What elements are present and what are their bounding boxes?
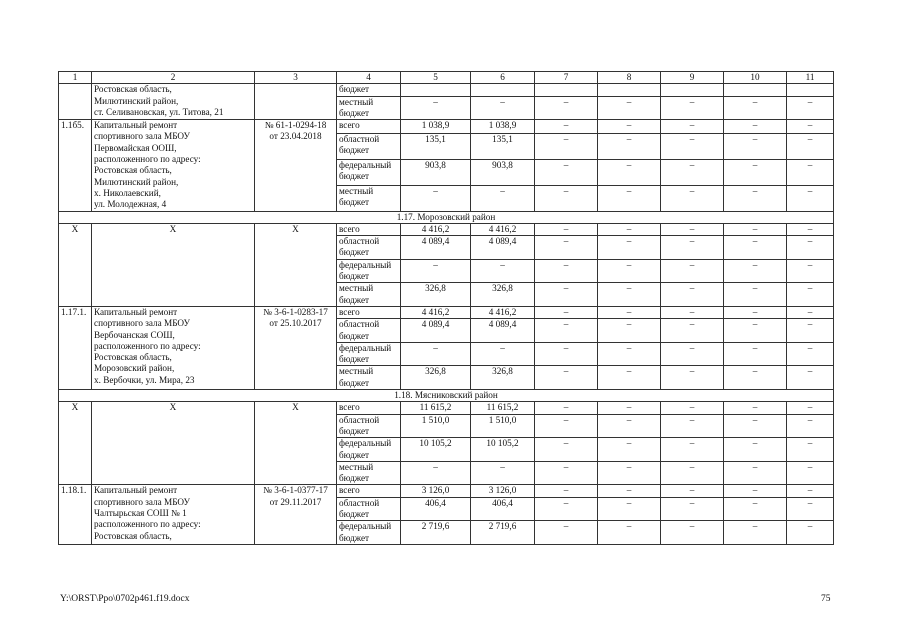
value-cell: – — [661, 366, 724, 390]
value-cell: – — [598, 133, 661, 159]
x-desc-cell: X — [92, 402, 255, 485]
row-number-cell — [59, 84, 92, 120]
value-cell: – — [724, 120, 787, 134]
value-cell — [661, 84, 724, 96]
value-cell: – — [661, 521, 724, 545]
value-cell: – — [787, 283, 834, 307]
description-line: х. Николаевский, — [94, 187, 161, 198]
value-cell: – — [535, 306, 598, 318]
budget-type-cell: всего — [337, 306, 401, 318]
value-cell: – — [661, 485, 724, 497]
budget-type-cell: областной бюджет — [337, 414, 401, 438]
description-line: Морозовский район, — [94, 363, 175, 374]
description-line: х. Вербочки, ул. Мира, 23 — [94, 374, 195, 385]
table-row — [59, 306, 834, 318]
budget-type-cell: федеральный бюджет — [337, 159, 401, 185]
budget-type-cell: местный бюджет — [337, 283, 401, 307]
table-row — [59, 120, 834, 134]
value-cell: 135,1 — [471, 133, 535, 159]
x-id-cell: X — [59, 402, 92, 485]
value-cell: – — [535, 485, 598, 497]
object-description-cell — [92, 84, 255, 120]
value-cell: – — [724, 438, 787, 462]
table-row — [59, 223, 834, 235]
value-cell: – — [535, 159, 598, 185]
value-cell: – — [535, 259, 598, 283]
value-cell: – — [598, 185, 661, 211]
budget-type-cell: областной бюджет — [337, 319, 401, 343]
value-cell: – — [661, 133, 724, 159]
table-row — [59, 402, 834, 414]
document-cell: № 61-1-0294-18 от 23.04.2018 — [255, 120, 337, 211]
value-cell: – — [401, 259, 471, 283]
value-cell: 406,4 — [471, 497, 535, 521]
value-cell: – — [535, 236, 598, 260]
value-cell: – — [787, 319, 834, 343]
value-cell: – — [598, 438, 661, 462]
value-cell: – — [598, 223, 661, 235]
value-cell: 4 089,4 — [401, 319, 471, 343]
description-line: спортивного зала МБОУ — [94, 496, 191, 507]
table-body — [59, 72, 834, 545]
description-line: Милютинский район, — [94, 176, 179, 187]
budget-type-cell: федеральный бюджет — [337, 342, 401, 366]
column-header: 6 — [471, 72, 535, 84]
value-cell: 11 615,2 — [471, 402, 535, 414]
value-cell: – — [598, 319, 661, 343]
value-cell: – — [471, 96, 535, 120]
value-cell: 4 089,4 — [471, 236, 535, 260]
value-cell: – — [661, 342, 724, 366]
document-cell: № 3-6-1-0283-17 от 25.10.2017 — [255, 306, 337, 389]
value-cell: – — [401, 96, 471, 120]
column-header: 7 — [535, 72, 598, 84]
value-cell: 2 719,6 — [401, 521, 471, 545]
value-cell: – — [401, 185, 471, 211]
column-header: 2 — [92, 72, 255, 84]
description-line: ст. Селивановская, ул. Титова, 21 — [94, 106, 224, 117]
value-cell: – — [724, 259, 787, 283]
budget-type-cell: местный бюджет — [337, 185, 401, 211]
budget-type-cell: всего — [337, 223, 401, 235]
value-cell: – — [724, 185, 787, 211]
budget-type-cell: бюджет — [337, 84, 401, 96]
value-cell: 3 126,0 — [471, 485, 535, 497]
column-header: 5 — [401, 72, 471, 84]
column-header: 11 — [787, 72, 834, 84]
value-cell — [535, 84, 598, 96]
value-cell: 326,8 — [471, 283, 535, 307]
value-cell: – — [598, 159, 661, 185]
value-cell: – — [724, 366, 787, 390]
value-cell: – — [661, 120, 724, 134]
description-line: Чалтырьская СОШ № 1 — [94, 507, 187, 518]
budget-type-cell: федеральный бюджет — [337, 438, 401, 462]
value-cell: 3 126,0 — [401, 485, 471, 497]
value-cell: – — [787, 402, 834, 414]
value-cell: – — [724, 159, 787, 185]
value-cell: – — [598, 461, 661, 485]
value-cell: 4 416,2 — [471, 306, 535, 318]
value-cell: – — [598, 120, 661, 134]
value-cell: 1 510,0 — [401, 414, 471, 438]
value-cell: – — [535, 96, 598, 120]
value-cell: – — [471, 461, 535, 485]
value-cell: – — [535, 438, 598, 462]
budget-type-cell: местный бюджет — [337, 96, 401, 120]
value-cell: – — [661, 159, 724, 185]
section-title: 1.17. Морозовский район — [59, 211, 834, 223]
value-cell: – — [724, 414, 787, 438]
description-line: Вербочанская СОШ, — [94, 329, 175, 340]
value-cell: – — [787, 485, 834, 497]
value-cell: – — [661, 497, 724, 521]
budget-type-cell: всего — [337, 485, 401, 497]
description-line: расположенного по адресу: — [94, 340, 201, 351]
value-cell: – — [724, 461, 787, 485]
value-cell: – — [661, 306, 724, 318]
document-cell — [255, 84, 337, 120]
value-cell: 135,1 — [401, 133, 471, 159]
description-line: Капитальный ремонт — [94, 120, 178, 131]
value-cell: – — [661, 259, 724, 283]
value-cell: – — [661, 236, 724, 260]
description-line: спортивного зала МБОУ — [94, 131, 191, 142]
value-cell: – — [598, 283, 661, 307]
object-description-cell — [92, 120, 255, 211]
description-line: Милютинский район, — [94, 95, 179, 106]
value-cell: – — [724, 497, 787, 521]
value-cell: – — [661, 438, 724, 462]
column-header: 8 — [598, 72, 661, 84]
x-desc-cell: X — [92, 223, 255, 306]
value-cell: – — [401, 461, 471, 485]
row-number-cell: 1.18.1. — [59, 485, 92, 544]
value-cell: – — [724, 485, 787, 497]
value-cell — [787, 84, 834, 96]
object-description-cell — [92, 306, 255, 389]
value-cell — [471, 84, 535, 96]
value-cell: 10 105,2 — [401, 438, 471, 462]
value-cell: – — [724, 133, 787, 159]
budget-type-cell: местный бюджет — [337, 461, 401, 485]
description-line: расположенного по адресу: — [94, 519, 201, 530]
value-cell: – — [535, 283, 598, 307]
description-line: Ростовская область, — [94, 84, 172, 95]
budget-type-cell: федеральный бюджет — [337, 259, 401, 283]
value-cell: 326,8 — [401, 283, 471, 307]
value-cell: – — [535, 521, 598, 545]
table-row — [59, 485, 834, 497]
value-cell: – — [787, 438, 834, 462]
value-cell: – — [724, 319, 787, 343]
section-title: 1.18. Мясниковский район — [59, 390, 834, 402]
budget-type-cell: федеральный бюджет — [337, 521, 401, 545]
value-cell: – — [787, 159, 834, 185]
row-number-cell: 1.17.1. — [59, 306, 92, 389]
budget-type-cell: областной бюджет — [337, 133, 401, 159]
value-cell: 4 089,4 — [471, 319, 535, 343]
value-cell: – — [598, 96, 661, 120]
description-line: ул. Молодежная, 4 — [94, 199, 167, 210]
value-cell: – — [535, 319, 598, 343]
row-number-cell: 1.1б5. — [59, 120, 92, 211]
description-line: расположенного по адресу: — [94, 154, 201, 165]
value-cell: – — [661, 185, 724, 211]
value-cell: 1 038,9 — [401, 120, 471, 134]
value-cell: – — [661, 414, 724, 438]
value-cell: 903,8 — [471, 159, 535, 185]
value-cell: – — [787, 521, 834, 545]
value-cell: – — [535, 497, 598, 521]
budget-type-cell: местный бюджет — [337, 366, 401, 390]
column-header: 9 — [661, 72, 724, 84]
value-cell: – — [401, 342, 471, 366]
value-cell: – — [598, 236, 661, 260]
value-cell: – — [724, 342, 787, 366]
value-cell: – — [598, 414, 661, 438]
value-cell: 326,8 — [471, 366, 535, 390]
value-cell: – — [787, 259, 834, 283]
value-cell: – — [535, 366, 598, 390]
budget-type-cell: всего — [337, 120, 401, 134]
value-cell: – — [535, 133, 598, 159]
value-cell: – — [598, 306, 661, 318]
value-cell: 2 719,6 — [471, 521, 535, 545]
value-cell: – — [535, 342, 598, 366]
value-cell: – — [661, 461, 724, 485]
budget-type-cell: областной бюджет — [337, 236, 401, 260]
budget-type-cell: всего — [337, 402, 401, 414]
value-cell: – — [661, 223, 724, 235]
value-cell: – — [787, 133, 834, 159]
value-cell: – — [535, 120, 598, 134]
x-doc-cell: X — [255, 223, 337, 306]
value-cell: – — [724, 402, 787, 414]
section-header-row — [59, 211, 834, 223]
x-id-cell: X — [59, 223, 92, 306]
section-header-row — [59, 390, 834, 402]
x-doc-cell: X — [255, 402, 337, 485]
footer-file-path: Y:\ORST\Ppo\0702p461.f19.docx — [60, 594, 190, 604]
value-cell: 326,8 — [401, 366, 471, 390]
value-cell: – — [787, 236, 834, 260]
value-cell: 4 416,2 — [401, 306, 471, 318]
value-cell: 4 416,2 — [471, 223, 535, 235]
value-cell: 11 615,2 — [401, 402, 471, 414]
value-cell: – — [787, 342, 834, 366]
description-line: Ростовская область, — [94, 165, 172, 176]
description-line: спортивного зала МБОУ — [94, 318, 191, 329]
value-cell: – — [661, 283, 724, 307]
value-cell: – — [598, 402, 661, 414]
value-cell: – — [598, 259, 661, 283]
value-cell — [401, 84, 471, 96]
value-cell: 1 510,0 — [471, 414, 535, 438]
value-cell: – — [724, 96, 787, 120]
page-number: 75 — [821, 594, 831, 604]
value-cell: – — [661, 319, 724, 343]
document-cell: № 3-6-1-0377-17 от 29.11.2017 — [255, 485, 337, 544]
description-line: Капитальный ремонт — [94, 306, 178, 317]
value-cell — [724, 84, 787, 96]
value-cell: – — [787, 414, 834, 438]
value-cell: – — [787, 497, 834, 521]
value-cell: – — [787, 185, 834, 211]
column-header: 4 — [337, 72, 401, 84]
value-cell: – — [787, 306, 834, 318]
value-cell: 406,4 — [401, 497, 471, 521]
value-cell: – — [724, 306, 787, 318]
value-cell: – — [787, 96, 834, 120]
description-line: Ростовская область, — [94, 352, 172, 363]
budget-table — [58, 71, 834, 545]
value-cell: – — [724, 236, 787, 260]
value-cell: – — [471, 185, 535, 211]
budget-type-cell: областной бюджет — [337, 497, 401, 521]
description-line: Ростовская область, — [94, 530, 172, 541]
value-cell: – — [598, 521, 661, 545]
value-cell: – — [471, 342, 535, 366]
value-cell: – — [598, 497, 661, 521]
value-cell: – — [661, 96, 724, 120]
value-cell: – — [661, 402, 724, 414]
value-cell: 4 416,2 — [401, 223, 471, 235]
value-cell: – — [787, 120, 834, 134]
value-cell: 10 105,2 — [471, 438, 535, 462]
value-cell: – — [724, 283, 787, 307]
description-line: Первомайская ООШ, — [94, 142, 177, 153]
value-cell: – — [787, 461, 834, 485]
value-cell: 4 089,4 — [401, 236, 471, 260]
value-cell: – — [535, 414, 598, 438]
table-header-row — [59, 72, 834, 84]
value-cell: – — [535, 185, 598, 211]
value-cell: – — [598, 342, 661, 366]
value-cell: – — [724, 521, 787, 545]
value-cell: – — [787, 366, 834, 390]
column-header: 10 — [724, 72, 787, 84]
value-cell: – — [787, 223, 834, 235]
description-line: Капитальный ремонт — [94, 485, 178, 496]
value-cell: 1 038,9 — [471, 120, 535, 134]
column-header: 1 — [59, 72, 92, 84]
table-row — [59, 84, 834, 96]
value-cell: – — [471, 259, 535, 283]
value-cell: 903,8 — [401, 159, 471, 185]
value-cell — [598, 84, 661, 96]
value-cell: – — [535, 402, 598, 414]
value-cell: – — [724, 223, 787, 235]
value-cell: – — [535, 223, 598, 235]
value-cell: – — [598, 485, 661, 497]
value-cell: – — [535, 461, 598, 485]
value-cell: – — [598, 366, 661, 390]
object-description-cell — [92, 485, 255, 544]
column-header: 3 — [255, 72, 337, 84]
